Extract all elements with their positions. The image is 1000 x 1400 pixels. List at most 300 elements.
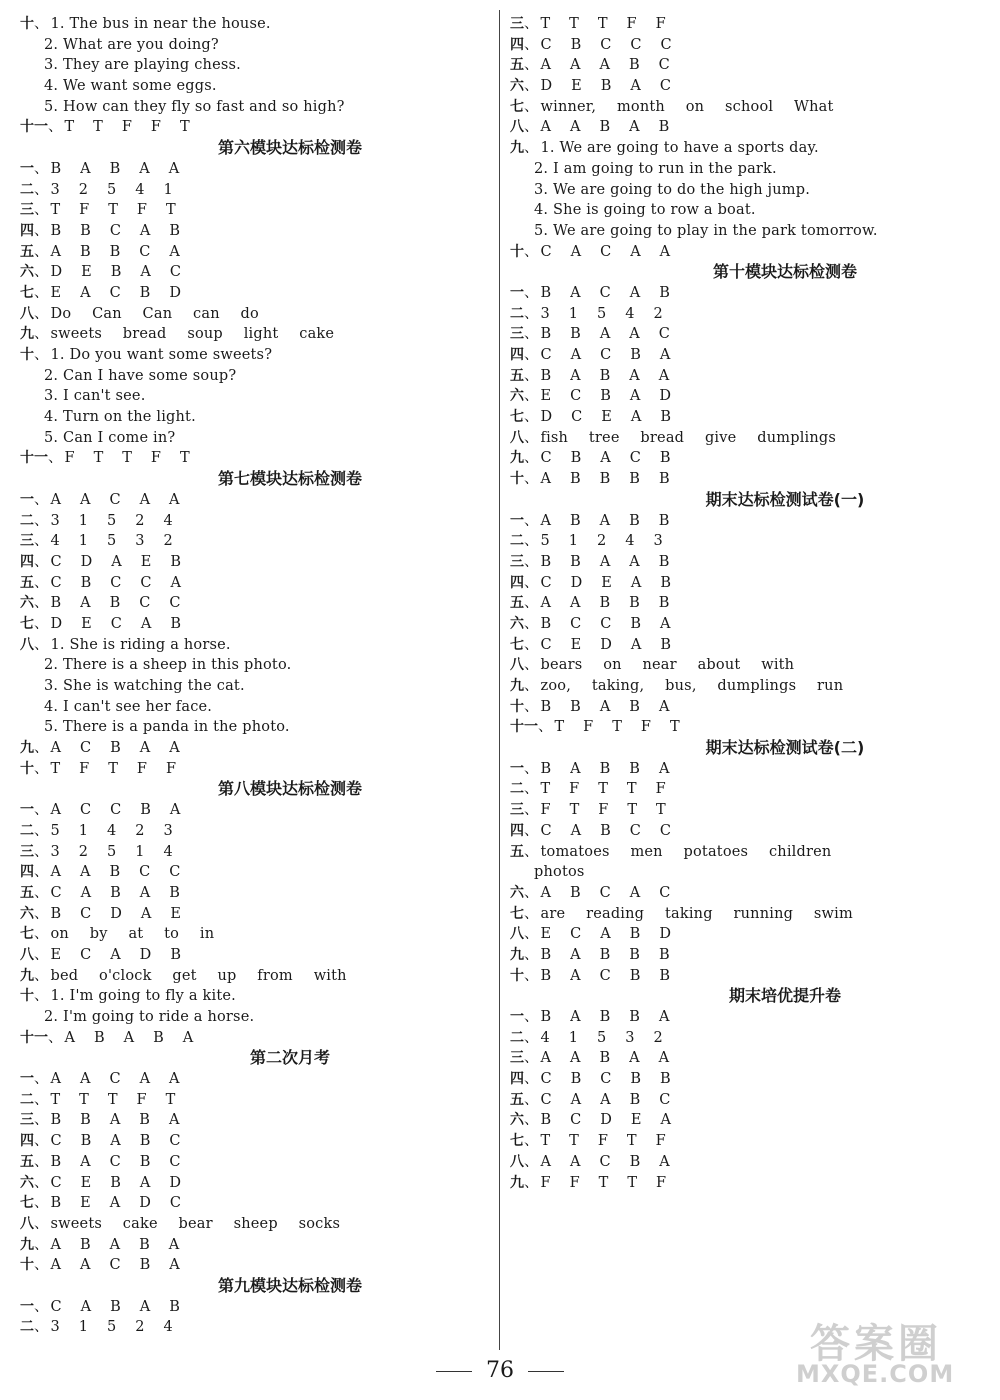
- answer-line: [20, 614, 480, 635]
- answer-text: 4 1 5 3 2: [50, 533, 173, 550]
- answer-line: [20, 200, 480, 221]
- number-separator: 、: [34, 946, 49, 963]
- answer-text: 2. I am going to run in the park.: [534, 160, 777, 177]
- answer-line: [20, 1131, 480, 1152]
- answer-line: [510, 469, 980, 490]
- answer-text: 3 2 5 4 1: [50, 181, 173, 198]
- answer-line: [510, 924, 980, 945]
- answer-text: 3. They are playing chess.: [44, 57, 241, 74]
- answer-line: [510, 779, 980, 800]
- number-separator: 、: [524, 843, 539, 860]
- answer-line: [20, 883, 480, 904]
- answer-text: B A B C C: [50, 595, 181, 612]
- answer-text: B A B A A: [540, 367, 670, 384]
- question-number: 五: [510, 367, 524, 384]
- number-separator: 、: [524, 388, 539, 405]
- answer-text: B E A D C: [50, 1195, 182, 1212]
- section-heading: 第十模块达标检测卷: [712, 262, 857, 282]
- number-separator: 、: [524, 760, 539, 777]
- answer-line: [20, 55, 480, 76]
- number-separator: 、: [34, 1195, 49, 1212]
- answer-text: C D A E B: [50, 553, 182, 570]
- question-number: 一: [510, 512, 524, 529]
- answer-text: 2. What are you doing?: [44, 36, 219, 53]
- answer-line: [20, 242, 480, 263]
- answer-line: [510, 676, 980, 697]
- number-separator: 、: [34, 326, 49, 343]
- answer-text: 2. I'm going to ride a horse.: [44, 1009, 255, 1025]
- number-separator: 、: [524, 595, 539, 612]
- answer-line: [20, 221, 480, 242]
- question-number: 一: [510, 1009, 524, 1025]
- answer-line: [20, 324, 480, 345]
- answer-line: [20, 759, 480, 780]
- number-separator: 、: [34, 760, 49, 777]
- number-separator: 、: [524, 926, 539, 943]
- number-separator: 、: [34, 905, 49, 922]
- question-number: 十一: [20, 450, 48, 467]
- answer-text: on by at to in: [50, 926, 215, 943]
- answer-text: C A B A B: [50, 884, 181, 901]
- number-separator: 、: [34, 595, 49, 612]
- number-separator: 、: [524, 967, 539, 984]
- question-number: 七: [510, 905, 524, 922]
- number-separator: 、: [34, 1236, 49, 1253]
- question-number: 三: [510, 802, 524, 819]
- question-number: 二: [510, 305, 524, 322]
- answer-line: [510, 697, 980, 718]
- answer-line: [20, 345, 480, 366]
- answer-text: A A B A A: [540, 1050, 670, 1067]
- answer-text: 5 1 4 2 3: [50, 822, 173, 839]
- answer-text: A B B C A: [50, 243, 181, 260]
- answer-line: [510, 635, 980, 656]
- answer-text: C B C B B: [540, 1071, 671, 1088]
- answer-line: [510, 511, 980, 532]
- answer-line: [510, 200, 980, 221]
- question-number: 四: [510, 822, 524, 839]
- answer-line: [20, 821, 480, 842]
- answer-line: [510, 35, 980, 56]
- answer-text: 5. There is a panda in the photo.: [44, 719, 290, 736]
- question-number: 九: [20, 326, 34, 343]
- answer-line: [510, 448, 980, 469]
- number-separator: 、: [34, 1091, 49, 1108]
- answer-text: D E B A C: [540, 78, 672, 95]
- answer-line: [510, 97, 980, 118]
- answer-text: A A B A B: [540, 119, 670, 136]
- answer-line: [20, 97, 480, 118]
- answer-text: photos: [534, 864, 585, 881]
- question-number: 三: [510, 326, 524, 343]
- number-separator: 、: [34, 802, 49, 819]
- answer-text: B A B B A: [540, 1009, 670, 1025]
- number-separator: 、: [524, 36, 539, 53]
- answer-line: [510, 759, 980, 780]
- question-number: 八: [20, 636, 34, 653]
- answer-text: 3 1 5 2 4: [50, 1319, 173, 1336]
- answer-text: A C B A A: [50, 740, 180, 757]
- answer-line: [510, 55, 980, 76]
- section-heading: 期末培优提升卷: [728, 986, 841, 1006]
- watermark-text-bottom: MXQE.COM: [796, 1360, 955, 1388]
- number-separator: 、: [34, 822, 49, 839]
- question-number: 二: [20, 512, 34, 529]
- number-separator: 、: [34, 1319, 49, 1336]
- answer-text: B A C B B: [540, 967, 671, 984]
- number-separator: 、: [34, 512, 49, 529]
- answer-line: [20, 800, 480, 821]
- answer-line: [510, 1131, 980, 1152]
- answer-line: [20, 1007, 480, 1028]
- answer-line: [20, 635, 480, 656]
- answer-text: C A B C C: [540, 822, 672, 839]
- answer-text: 5. How can they fly so fast and so high?: [44, 98, 345, 115]
- number-separator: 、: [524, 16, 539, 32]
- answer-line: [20, 924, 480, 945]
- question-number: 六: [20, 905, 34, 922]
- number-separator: 、: [524, 553, 539, 570]
- answer-line: [510, 966, 980, 987]
- question-number: 五: [20, 884, 34, 901]
- question-number: 四: [20, 553, 34, 570]
- number-separator: 、: [48, 1029, 63, 1046]
- answer-line: [510, 717, 980, 738]
- question-number: 九: [20, 967, 34, 984]
- question-number: 五: [510, 1091, 524, 1108]
- number-separator: 、: [524, 305, 539, 322]
- answer-text: C E D A B: [540, 636, 672, 653]
- answer-line: [20, 1214, 480, 1235]
- answer-line: [510, 842, 980, 863]
- question-number: 五: [20, 574, 34, 591]
- number-separator: 、: [524, 512, 539, 529]
- answer-text: C A C B A: [540, 347, 671, 363]
- answer-line: [20, 966, 480, 987]
- answer-text: 3. We are going to do the high jump.: [534, 181, 811, 198]
- question-number: 九: [20, 740, 34, 757]
- answer-line: [510, 904, 980, 925]
- question-number: 十一: [20, 1029, 48, 1046]
- answer-line: [510, 552, 980, 573]
- question-number: 十: [20, 16, 34, 32]
- answer-line: [510, 386, 980, 407]
- answer-line: [20, 448, 480, 469]
- question-number: 十: [510, 698, 524, 715]
- question-number: 一: [510, 760, 524, 777]
- answer-line: [510, 180, 980, 201]
- answer-text: 4. We want some eggs.: [44, 78, 217, 95]
- question-number: 七: [510, 1133, 524, 1150]
- number-separator: 、: [524, 884, 539, 901]
- number-separator: 、: [34, 1112, 49, 1129]
- question-number: 三: [510, 1050, 524, 1067]
- watermark-logo: [796, 1312, 986, 1392]
- answer-text: B A C B C: [50, 1153, 181, 1170]
- question-number: 四: [20, 1133, 34, 1150]
- answer-text: C B C C C: [540, 36, 672, 53]
- answer-text: B A B B A: [540, 760, 670, 777]
- answer-line: [510, 221, 980, 242]
- number-separator: 、: [48, 119, 63, 136]
- question-number: 六: [20, 264, 34, 281]
- question-number: 七: [510, 98, 524, 115]
- number-separator: 、: [34, 264, 49, 281]
- number-separator: 、: [34, 1153, 49, 1170]
- answer-line: [20, 986, 480, 1007]
- answer-line: [20, 1152, 480, 1173]
- answer-text: bed o'clock get up from with: [50, 967, 347, 984]
- answer-text: E C A B D: [540, 926, 672, 943]
- answer-text: D E C A B: [50, 615, 182, 632]
- answer-text: 3 2 5 1 4: [50, 843, 173, 860]
- number-separator: 、: [34, 1071, 49, 1088]
- question-number: 六: [510, 388, 524, 405]
- question-number: 七: [20, 926, 34, 943]
- number-separator: 、: [34, 574, 49, 591]
- question-number: 九: [510, 450, 524, 467]
- question-number: 三: [510, 16, 524, 32]
- answer-line: [510, 862, 980, 883]
- number-separator: 、: [524, 1133, 539, 1150]
- number-separator: 、: [524, 347, 539, 363]
- question-number: 七: [20, 284, 34, 301]
- section-heading: 第七模块达标检测卷: [217, 469, 362, 489]
- number-separator: 、: [524, 57, 539, 74]
- number-separator: 、: [524, 78, 539, 95]
- answer-text: C D E A B: [540, 574, 672, 591]
- answer-line: [20, 283, 480, 304]
- question-number: 九: [510, 946, 524, 963]
- answer-line: [510, 1173, 980, 1194]
- footer-dash-left: [436, 1371, 472, 1372]
- number-separator: 、: [34, 1215, 49, 1232]
- question-number: 三: [20, 533, 34, 550]
- answer-line: [20, 511, 480, 532]
- answer-line: [20, 1297, 480, 1318]
- number-separator: 、: [524, 657, 539, 674]
- answer-text: 5 1 2 4 3: [540, 533, 663, 550]
- answer-text: T T F T F: [540, 1133, 666, 1150]
- answer-line: [20, 573, 480, 594]
- answer-text: B A B A A: [50, 160, 180, 177]
- section-heading: 第九模块达标检测卷: [217, 1275, 362, 1295]
- question-number: 七: [510, 409, 524, 426]
- answer-line: [20, 159, 480, 180]
- answer-text: 4. She is going to row a boat.: [534, 202, 756, 219]
- answer-text: T T F F T: [64, 119, 190, 136]
- question-number: 十: [20, 347, 34, 363]
- question-number: 四: [510, 1071, 524, 1088]
- question-number: 八: [510, 926, 524, 943]
- answer-line: [510, 14, 980, 35]
- number-separator: 、: [34, 347, 49, 363]
- answer-text: B B C A B: [50, 222, 181, 239]
- question-number: 六: [510, 884, 524, 901]
- number-separator: 、: [524, 1112, 539, 1129]
- answer-line: [20, 35, 480, 56]
- answer-line: [510, 428, 980, 449]
- number-separator: 、: [34, 16, 49, 32]
- answer-text: fish tree bread give dumplings: [540, 429, 837, 446]
- answer-text: B B A B A: [50, 1112, 180, 1129]
- question-number: 六: [510, 615, 524, 632]
- number-separator: 、: [524, 1153, 539, 1170]
- right-column: [510, 14, 980, 1193]
- number-separator: 、: [34, 181, 49, 198]
- number-separator: 、: [524, 533, 539, 550]
- number-separator: 、: [34, 553, 49, 570]
- answer-text: 3 1 5 4 2: [540, 305, 663, 322]
- answer-text: A A C B A: [50, 1257, 180, 1274]
- watermark-text-top: 答案圈: [810, 1321, 942, 1367]
- answer-line: [510, 1152, 980, 1173]
- answer-line: [510, 76, 980, 97]
- number-separator: 、: [524, 119, 539, 136]
- answer-line: [510, 945, 980, 966]
- footer-dash-right: [528, 1371, 564, 1372]
- answer-text: are reading taking running swim: [540, 905, 853, 922]
- section-heading: 第六模块达标检测卷: [217, 138, 362, 158]
- number-separator: 、: [34, 202, 49, 219]
- question-number: 八: [510, 657, 524, 674]
- answer-line: [510, 531, 980, 552]
- question-number: 五: [20, 243, 34, 260]
- number-separator: 、: [524, 1029, 539, 1046]
- question-number: 五: [510, 843, 524, 860]
- answer-text: T T T F T: [50, 1091, 176, 1108]
- question-number: 六: [510, 78, 524, 95]
- answer-line: [20, 531, 480, 552]
- answer-line: [510, 593, 980, 614]
- answer-text: zoo, taking, bus, dumplings run: [540, 678, 844, 694]
- number-separator: 、: [524, 140, 539, 157]
- answer-line: [510, 242, 980, 263]
- answer-text: 1. Do you want some sweets?: [50, 347, 273, 363]
- number-separator: 、: [34, 740, 49, 757]
- number-separator: 、: [538, 719, 553, 736]
- number-separator: 、: [34, 1133, 49, 1150]
- answer-text: E A C B D: [50, 284, 182, 301]
- answer-line: [20, 945, 480, 966]
- answer-text: B C D A E: [50, 905, 182, 922]
- answer-text: A B B B B: [540, 471, 670, 488]
- number-separator: 、: [34, 284, 49, 301]
- question-number: 二: [510, 533, 524, 550]
- answer-line: [20, 1235, 480, 1256]
- answer-text: 3 1 5 2 4: [50, 512, 173, 529]
- answer-line: [20, 593, 480, 614]
- answer-line: [20, 738, 480, 759]
- question-number: 一: [20, 491, 34, 508]
- question-number: 四: [20, 222, 34, 239]
- number-separator: 、: [34, 491, 49, 508]
- answer-line: [20, 697, 480, 718]
- answer-text: T T T F F: [540, 16, 666, 32]
- question-number: 六: [510, 1112, 524, 1129]
- answer-line: [20, 717, 480, 738]
- answer-text: Do Can Can can do: [50, 305, 259, 322]
- question-number: 四: [510, 36, 524, 53]
- answer-line: [510, 159, 980, 180]
- number-separator: 、: [34, 926, 49, 943]
- answer-line: [20, 1028, 480, 1049]
- question-number: 十一: [510, 719, 538, 736]
- section-heading: 期末达标检测试卷(一): [705, 489, 865, 509]
- answer-line: [510, 407, 980, 428]
- number-separator: 、: [524, 367, 539, 384]
- question-number: 四: [510, 347, 524, 363]
- number-separator: 、: [34, 864, 49, 881]
- number-separator: 、: [524, 946, 539, 963]
- question-number: 二: [20, 1091, 34, 1108]
- number-separator: 、: [34, 843, 49, 860]
- answer-line: [20, 1317, 480, 1338]
- answer-line: [20, 407, 480, 428]
- question-number: 二: [20, 181, 34, 198]
- answer-line: [20, 676, 480, 697]
- answer-line: [20, 117, 480, 138]
- number-separator: 、: [524, 1091, 539, 1108]
- answer-text: 2. Can I have some soup?: [44, 367, 237, 384]
- answer-line: [20, 862, 480, 883]
- answer-text: A A B B B: [540, 595, 670, 612]
- question-number: 十一: [20, 119, 48, 136]
- answer-line: [20, 386, 480, 407]
- answer-text: E C A D B: [50, 946, 182, 963]
- question-number: 九: [510, 678, 524, 694]
- question-number: 六: [20, 1174, 34, 1191]
- answer-text: B B A B A: [540, 698, 670, 715]
- answer-text: F F T T F: [540, 1174, 667, 1191]
- number-separator: 、: [524, 781, 539, 798]
- number-separator: 、: [524, 450, 539, 467]
- question-number: 十: [20, 988, 34, 1005]
- answer-text: winner, month on school What: [540, 98, 834, 115]
- answer-line: [20, 842, 480, 863]
- answer-text: C B C C A: [50, 574, 182, 591]
- answer-text: 1. The bus in near the house.: [50, 16, 271, 32]
- number-separator: 、: [34, 967, 49, 984]
- answer-text: D E B A C: [50, 264, 182, 281]
- section-heading: 第二次月考: [249, 1048, 330, 1068]
- number-separator: 、: [34, 160, 49, 177]
- question-number: 九: [20, 1236, 34, 1253]
- answer-text: A B A B B: [540, 512, 670, 529]
- answer-text: A A A B C: [540, 57, 670, 74]
- answer-text: C B A B C: [50, 1133, 181, 1150]
- answer-text: A B A B A: [64, 1029, 194, 1046]
- number-separator: 、: [524, 98, 539, 115]
- number-separator: 、: [34, 988, 49, 1005]
- answer-text: B A B B B: [540, 946, 670, 963]
- answer-text: 5. We are going to play in the park tomorrow.: [534, 222, 878, 239]
- question-number: 九: [510, 140, 524, 157]
- answer-line: [510, 304, 980, 325]
- number-separator: 、: [524, 822, 539, 839]
- number-separator: 、: [524, 678, 539, 694]
- answer-line: [510, 1028, 980, 1049]
- answer-line: [20, 1090, 480, 1111]
- question-number: 九: [510, 1174, 524, 1191]
- number-separator: 、: [34, 615, 49, 632]
- question-number: 六: [20, 595, 34, 612]
- number-separator: 、: [34, 243, 49, 260]
- number-separator: 、: [524, 636, 539, 653]
- question-number: 八: [20, 305, 34, 322]
- number-separator: 、: [524, 1009, 539, 1025]
- answer-line: [510, 883, 980, 904]
